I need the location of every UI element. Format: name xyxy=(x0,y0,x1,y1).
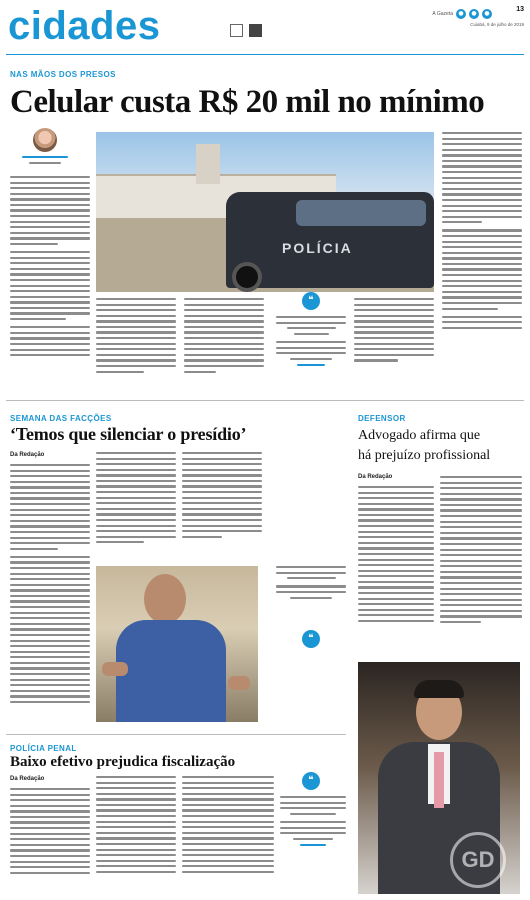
story1-col2 xyxy=(96,298,176,388)
hand-2 xyxy=(228,676,250,690)
story2-kicker: SEMANA DAS FACÇÕES xyxy=(10,414,112,423)
quote-icon-2: ❝ xyxy=(302,630,320,648)
qr-code-icon[interactable] xyxy=(249,24,262,37)
social-icon-3[interactable]: ● xyxy=(482,9,492,19)
social-icon[interactable]: ● xyxy=(456,9,466,19)
divider-1 xyxy=(6,400,524,401)
story1-col4 xyxy=(354,298,434,376)
story3-byline: Da Redação xyxy=(358,474,393,480)
section-title: cidades xyxy=(8,4,161,48)
story1-headline: Celular custa R$ 20 mil no mínimo xyxy=(10,84,485,120)
story2-quote xyxy=(276,566,346,602)
header-promo-strip xyxy=(202,24,290,37)
vehicle-window xyxy=(296,200,426,226)
divider-2 xyxy=(6,734,346,735)
story2-col3 xyxy=(182,452,262,562)
head xyxy=(144,574,186,624)
story2-byline: Da Redação xyxy=(10,452,45,458)
hair xyxy=(414,680,464,698)
story3-col2 xyxy=(440,476,522,654)
shirt xyxy=(116,620,226,722)
page-number: 13 xyxy=(516,6,524,13)
story2-headline: ‘Temos que silenciar o presídio’ xyxy=(10,424,247,444)
story4-col2 xyxy=(96,776,176,894)
interviewee-photo xyxy=(96,566,258,722)
lawyer-photo xyxy=(358,662,520,894)
hand xyxy=(102,662,128,676)
promo-thumb xyxy=(230,24,243,37)
story3-headline-line2: há prejuízo profissional xyxy=(358,448,491,463)
story1-col3 xyxy=(184,298,264,388)
tie xyxy=(434,752,444,808)
tower xyxy=(196,144,220,184)
police-vehicle xyxy=(226,192,434,288)
wheel xyxy=(232,262,262,292)
story4-kicker: POLÍCIA PENAL xyxy=(10,744,77,753)
story1-kicker: NAS MÃOS DOS PRESOS xyxy=(10,70,116,79)
story4-col1 xyxy=(10,788,90,894)
police-photo xyxy=(96,132,434,292)
header-rule xyxy=(6,54,524,55)
watermark-logo-icon: GD xyxy=(450,832,506,888)
author-credit xyxy=(22,156,68,167)
story1-col-right xyxy=(442,132,522,384)
story3-headline-line1: Advogado afirma que xyxy=(358,428,481,443)
brand-name: A Gazeta xyxy=(432,11,453,17)
story3-kicker: DEFENSOR xyxy=(358,414,406,423)
social-icon-2[interactable]: ● xyxy=(469,9,479,19)
date-line: Cuiabá, 9 de julho de 2019 xyxy=(470,22,524,27)
story3-headline xyxy=(358,426,526,466)
story1-col1 xyxy=(10,176,90,388)
header-brand-area xyxy=(432,9,492,19)
story2-col2 xyxy=(96,452,176,562)
quote-icon-3: ❝ xyxy=(302,772,320,790)
story2-col1 xyxy=(10,464,90,722)
story3-col1 xyxy=(358,486,434,654)
story4-col3 xyxy=(182,776,274,894)
author-avatar xyxy=(33,128,57,152)
story4-headline: Baixo efetivo prejudica fiscalização xyxy=(10,754,236,770)
story1-quote xyxy=(276,316,346,369)
story4-quote xyxy=(280,796,346,849)
vehicle-label: POLÍCIA xyxy=(282,240,353,256)
story4-byline: Da Redação xyxy=(10,776,45,782)
quote-icon: ❝ xyxy=(302,292,320,310)
